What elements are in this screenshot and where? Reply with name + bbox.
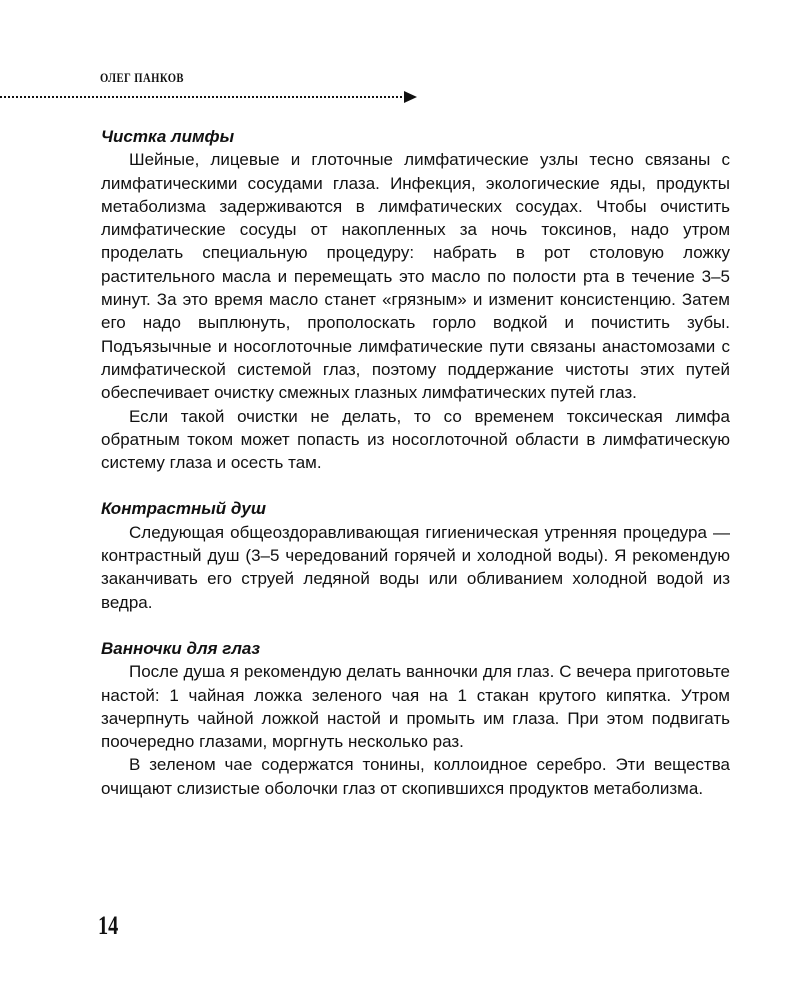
section-eye-baths [101, 637, 730, 800]
dotted-rule [0, 96, 410, 98]
paragraph: После душа я рекомендую делать ванночки для глаз. С вечера приготовьте настой: 1 чайная ложка зеленого чая на 1 стакан крутого кипятка. Утром зачерпнуть чайной ложкой настой и промыть им глаза. При этом подвигать поочередно глазами, моргнуть несколько раз. [101, 662, 730, 752]
section-title: Чистка лимфы [101, 127, 235, 146]
paragraph: Шейные, лицевые и глоточные лимфатические узлы тесно связаны с лимфатическими сосудами глаза. Инфекция, экологические яды, продукты метаболизма задерживаются в лимфатических сосудах. Чтобы очистить лимфатические сосуды от накопленных за ночь токсинов, надо утром проделать специальную процедуру: набрать в рот столовую ложку растительного масла и перемещать это масло по полости рта в течение 3–5 минут. За это время масло станет «грязным» и изменит консистенцию. Затем его надо выплюнуть, прополоскать горло водкой и почистить зубы. Подъязычные и носоглоточные лимфатические пути связаны анастомозами с лимфатической системой глаз, поэтому поддержание чистоты этих путей обеспечивает очистку смежных глазных лимфатических путей глаз. [101, 150, 730, 403]
page-body [101, 125, 730, 800]
section-title: Ванночки для глаз [101, 638, 261, 658]
paragraph: Если такой очистки не делать, то со временем токсическая лимфа обратным током может попасть из носоглоточной области в лимфатическую систему глаза и осесть там. [101, 406, 730, 473]
running-head-author: ОЛЕГ ПАНКОВ [100, 70, 184, 85]
paragraph: В зеленом чае содержатся тонины, коллоидное серебро. Эти вещества очищают слизистые оболочки глаз от скопившихся продуктов метаболизма. [101, 755, 730, 798]
section-contrast-shower [101, 497, 730, 613]
section-title: Контрастный душ [101, 499, 266, 519]
section-lymph-cleansing [101, 125, 730, 474]
paragraph: Следующая общеоздоравливающая гигиеническая утренняя процедура — контрастный душ (3–5 чередований горячей и холодной воды). Я рекомендую заканчивать его струей ледяной воды или обливанием холодной водой из ведра. [101, 522, 730, 612]
page-number: 14 [98, 911, 119, 940]
arrow-right-icon [404, 91, 417, 103]
